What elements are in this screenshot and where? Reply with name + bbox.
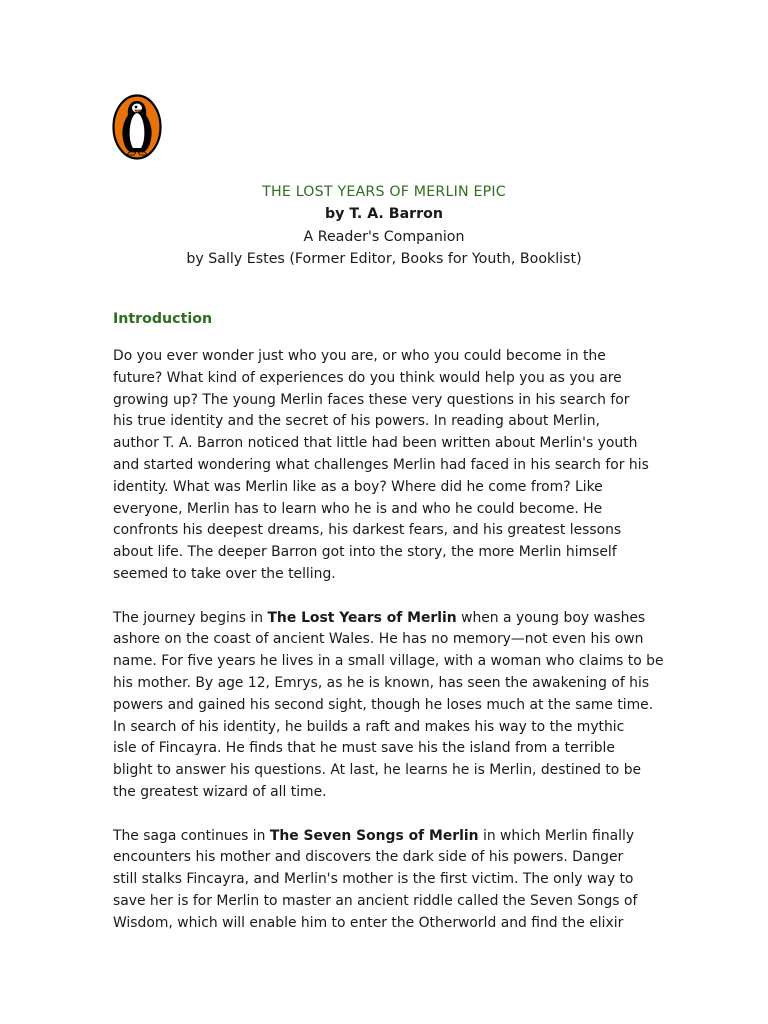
text-line: the greatest wizard of all time. <box>113 783 327 800</box>
section-heading-introduction: Introduction <box>113 311 213 327</box>
text-line: confronts his deepest dreams, his darkest fears, and his greatest lessons <box>113 522 622 539</box>
text-line: isle of Fincayra. He finds that he must save his the island from a terrible <box>113 740 615 757</box>
text-line: future? What kind of experiences do you think would help you as you are <box>113 369 622 386</box>
introduction-body <box>113 346 665 935</box>
text-line: powers and gained his second sight, though he loses much at the same time. <box>113 696 654 713</box>
text-line: name. For five years he lives in a small village, with a woman who claims to be <box>113 653 664 670</box>
text-line: In search of his identity, he builds a raft and makes his way to the mythic <box>113 718 625 735</box>
text-line: Do you ever wonder just who you are, or who you could become in the <box>113 348 606 364</box>
book-title: The Lost Years of Merlin <box>267 609 457 626</box>
text-line: ashore on the coast of ancient Wales. He has no memory—not even his own <box>113 631 644 648</box>
text-line: growing up? The young Merlin faces these very questions in his search for <box>113 391 630 408</box>
text-fragment: in which Merlin finally <box>478 827 635 844</box>
text-line: seemed to take over the telling. <box>113 565 336 582</box>
text-line: and started wondering what challenges Merlin had faced in his search for his <box>113 456 649 473</box>
document-title: THE LOST YEARS OF MERLIN EPIC <box>262 184 506 200</box>
paragraph-2 <box>113 608 665 804</box>
paragraph-1 <box>113 346 665 586</box>
text-fragment: when a young boy washes <box>456 609 646 626</box>
text-fragment: The journey begins in <box>113 609 268 626</box>
document-header <box>100 181 668 270</box>
document-subtitle: A Reader's Companion <box>303 228 465 245</box>
text-line: everyone, Merlin has to learn who he is and who he could become. He <box>113 500 603 517</box>
text-line: still stalks Fincayra, and Merlin's mother is the first victim. The only way to <box>113 871 634 888</box>
text-line: about life. The deeper Barron got into the story, the more Merlin himself <box>113 544 617 561</box>
text-line: blight to answer his questions. At last, he learns he is Merlin, destined to be <box>113 762 642 779</box>
book-author: by T. A. Barron <box>325 206 443 223</box>
text-line: Wisdom, which will enable him to enter the Otherworld and find the elixir <box>113 914 624 931</box>
paragraph-3 <box>113 826 665 935</box>
book-title: The Seven Songs of Merlin <box>269 827 479 844</box>
companion-author: by Sally Estes (Former Editor, Books for Youth, Booklist) <box>186 250 582 267</box>
text-line: his true identity and the secret of his powers. In reading about Merlin, <box>113 413 600 430</box>
text-line: encounters his mother and discovers the dark side of his powers. Danger <box>113 849 624 866</box>
text-fragment: The saga continues in <box>113 827 270 844</box>
text-line: author T. A. Barron noticed that little had been written about Merlin's youth <box>113 435 638 452</box>
text-line: save her is for Merlin to master an ancient riddle called the Seven Songs of <box>113 892 638 909</box>
penguin-logo-icon <box>112 94 162 160</box>
text-line: his mother. By age 12, Emrys, as he is known, has seen the awakening of his <box>113 674 650 691</box>
text-line: identity. What was Merlin like as a boy? Where did he come from? Like <box>113 478 603 495</box>
